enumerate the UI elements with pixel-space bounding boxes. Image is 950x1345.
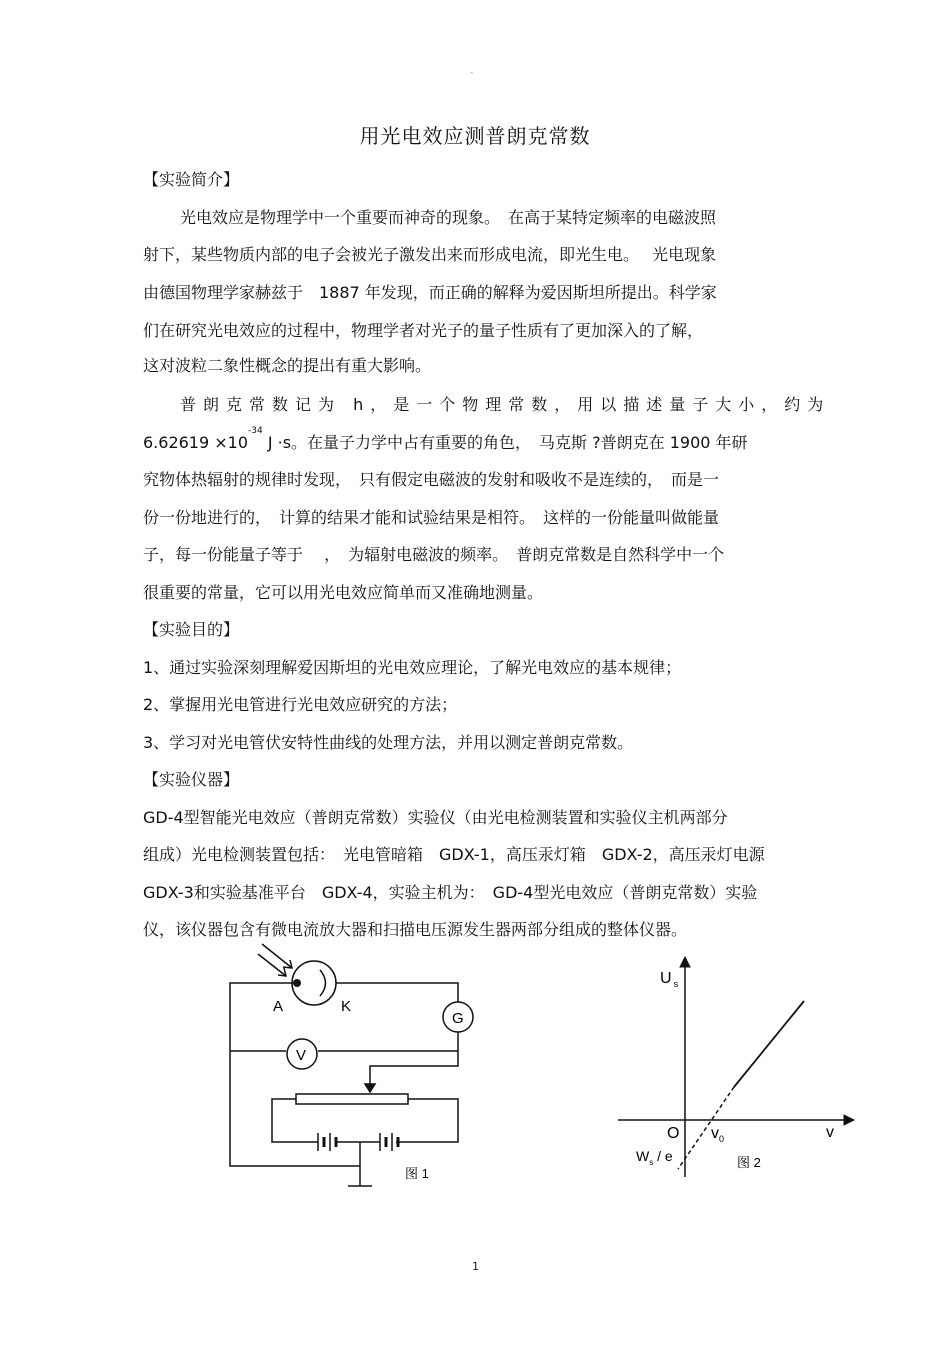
planck-constant-unit: J ·s (267, 433, 292, 452)
fit-line-extrapolated (678, 1087, 734, 1169)
intro-p2-line6: 很重要的常量，它可以用光电效应简单而又准确地测量。 (143, 583, 544, 602)
section-heading-purpose: 【实验目的】 (143, 620, 240, 639)
label-voltmeter: V (296, 1047, 307, 1064)
intro-p2-line1: 普朗克常数记为 h，是一个物理常数，用以描述量子大小，约为 (180, 395, 831, 414)
label-cathode: K (341, 998, 352, 1015)
slider-arrow (365, 1084, 375, 1092)
label-galvanometer: G (452, 1010, 464, 1027)
page-number: 1 (472, 1260, 479, 1273)
intro-p1-line5: 这对波粒二象性概念的提出有重大影响。 (143, 356, 432, 375)
figure-2-caption: 图 2 (737, 1155, 761, 1170)
light-ray-2 (258, 954, 286, 976)
apparatus-line-2: 组成）光电检测装置包括： 光电管暗箱 GDX-1，高压汞灯箱 GDX-2，高压汞灯电源 (143, 845, 765, 864)
figure-2-graph (610, 955, 860, 1180)
intro-p1-line3: 由德国物理学家赫兹于 1887 年发现，而正确的解释为爱因斯坦所提出。科学家 (143, 283, 717, 302)
intro-p2-line5: 子，每一份能量子等于 ， 为辐射电磁波的频率。 普朗克常数是自然科学中一个 (143, 545, 725, 564)
intro-p1-line4: 们在研究光电效应的过程中，物理学者对光子的量子性质有了更加深入的了解， (143, 321, 704, 340)
y-axis-arrow (680, 957, 690, 967)
x-axis-arrow (844, 1115, 854, 1125)
figure-1-caption: 图 1 (405, 1166, 429, 1181)
header-mark: - (470, 68, 474, 78)
y-axis-label: U $_s$ (660, 970, 679, 989)
section-heading-apparatus: 【实验仪器】 (143, 770, 240, 789)
intro-p1-line2: 射下，某些物质内部的电子会被光子激发出来而形成电流，即光生电。 光电现象 (143, 245, 717, 264)
intro-p2-line2-rest: 。在量子力学中占有重要的角色， 马克斯 ?普朗克在 1900 年研 (291, 433, 748, 452)
wire-rheostat-right (396, 1099, 458, 1142)
phototube-cathode (320, 970, 326, 996)
page-title: 用光电效应测普朗克常数 (359, 124, 591, 148)
x-axis-label: v (826, 1124, 834, 1141)
planck-constant-exponent: -34 (248, 426, 263, 436)
intro-p2-line2 (143, 426, 748, 453)
planck-constant-mantissa: 6.62619 ×10 (143, 433, 249, 452)
wire-slider (370, 1051, 458, 1088)
origin-label: O (667, 1125, 680, 1142)
label-anode: A (273, 998, 284, 1015)
intro-p2-line3: 究物体热辐射的规律时发现， 只有假定电磁波的发射和吸收不是连续的， 而是一 (143, 470, 720, 489)
apparatus-line-3: GDX-3和实验基准平台 GDX-4，实验主机为： GD-4型光电效应（普朗克常数）实验 (143, 883, 758, 902)
v0-label: $v_0$ (711, 1125, 725, 1144)
apparatus-line-4: 仪，该仪器包含有微电流放大器和扫描电压源发生器两部分组成的整体仪器。 (143, 920, 688, 939)
light-ray-1 (262, 944, 292, 968)
anode-dot (293, 979, 301, 987)
figure-1-circuit (220, 940, 480, 1190)
purpose-item-2: 2、掌握用光电管进行光电效应研究的方法； (143, 695, 458, 714)
work-function-label: $W_s$ / e (636, 1148, 673, 1167)
purpose-item-1: 1、通过实验深刻理解爱因斯坦的光电效应理论，了解光电效应的基本规律； (143, 658, 682, 677)
intro-p2-line4: 份一份地进行的， 计算的结果才能和试验结果是相符。 这样的一份能量叫做能量 (143, 508, 720, 527)
wire-top-right (336, 983, 458, 1002)
apparatus-line-1: GD-4型智能光电效应（普朗克常数）实验仪（由光电检测装置和实验仪主机两部分 (143, 808, 728, 827)
intro-p1-line1: 光电效应是物理学中一个重要而神奇的现象。 在高于某特定频率的电磁波照 (180, 208, 717, 227)
fit-line (734, 1001, 804, 1087)
section-heading-intro: 【实验简介】 (143, 170, 240, 189)
purpose-item-3: 3、学习对光电管伏安特性曲线的处理方法，并用以测定普朗克常数。 (143, 733, 634, 752)
wire-rheostat-left (272, 1099, 318, 1142)
rheostat (296, 1094, 408, 1104)
